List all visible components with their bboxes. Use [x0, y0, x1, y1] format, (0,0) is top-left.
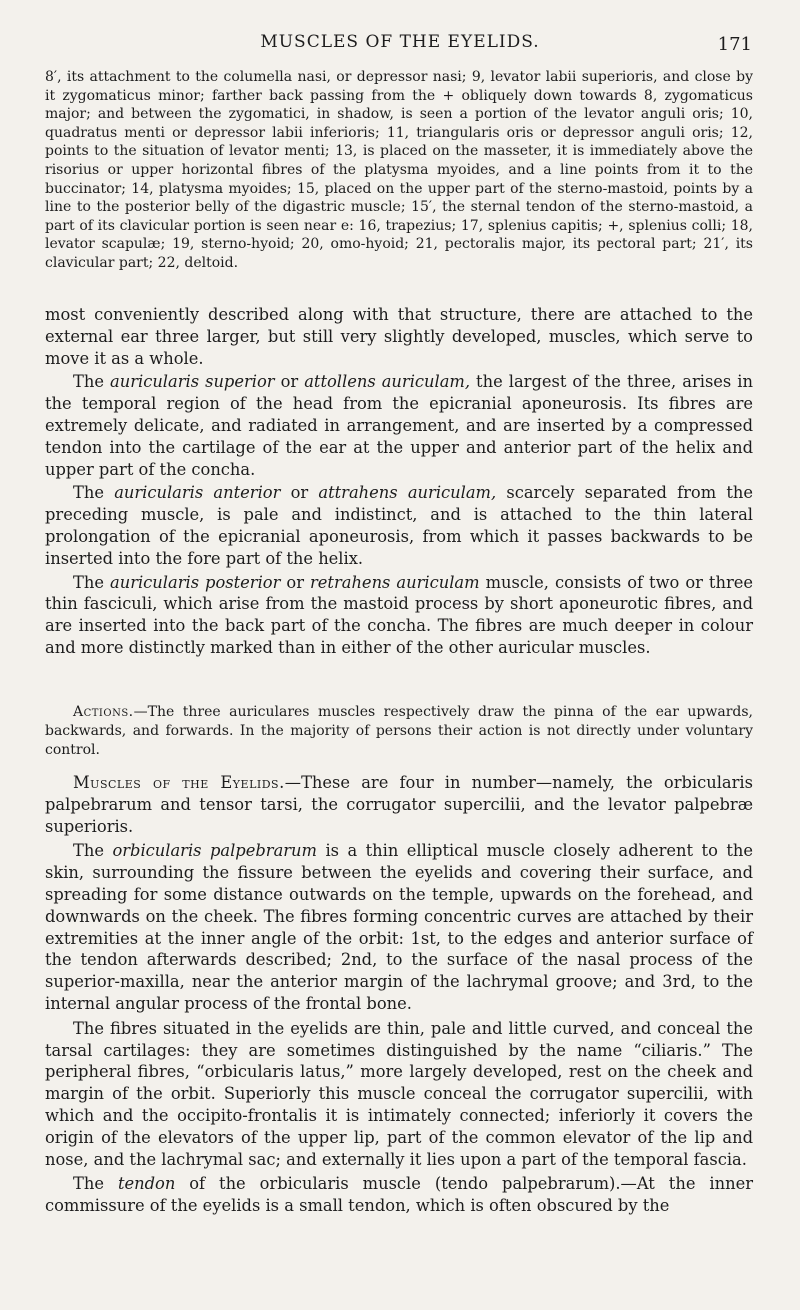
paragraph-auricularis-superior: The auricularis superior or attollens auriculam, the largest of the three, arises in the temporal region of the head from the epicranial aponeurosis. Its fibres are extremely delicate, and radiated in arrangement, and are inserted by a compressed tendon into the cartilage of the ear at the upper and anterior part of the helix and upper part of the concha. [45, 372, 754, 479]
eyelids-heading: Muscles of the Eyelids. [73, 773, 285, 792]
term-attrahens-auriculam: attrahens auriculam, [318, 483, 497, 503]
eyelids-intro-text: —These are four in number—namely, the orbicularis palpebrarum and tensor tarsi, the corrugator supercilii, and the levator palpebræ superioris. [45, 773, 753, 836]
paragraph-orbicularis: The orbicularis palpebrarum is a thin elliptical muscle closely adherent to the skin, surrounding the fissure between the eyelids and covering their surface, and spreading for some distance outwards on the temple, upwards on the forehead, and downwards on the cheek. The fibres forming concentric curves are attached by their extremities at the inner angle of the orbit: 1st, to the edges and anterior surface of the tendon afterwards described; 2nd, to the surface of the nasal process of the superior-maxilla, near the anterior margin of the lachrymal groove; and 3rd, to the internal angular process of the frontal bone. [45, 841, 753, 1013]
running-title: MUSCLES OF THE EYELIDS. [260, 32, 540, 52]
actions-text: —The three auriculares muscles respectively draw the pinna of the ear upwards, backwards, and forwards. In the majority of persons their action is not directly under voluntary control. [45, 704, 753, 758]
eyelids-intro-paragraph [45, 772, 753, 837]
term-attollens-auriculam: attollens auriculam, [304, 372, 471, 392]
paragraph-auricularis-posterior: The auricularis posterior or retrahens auriculam muscle, consists of two or three thin fasciculi, which arise from the mastoid process by short aponeurotic fibres, and are inserted into the back part of the concha. The fibres are much deeper in colour and more distinctly marked than in either of the other auricular muscles. [45, 572, 754, 657]
term-auricularis-anterior: auricularis anterior [114, 483, 281, 503]
paragraph-tendon: The tendon of the orbicularis muscle (tendo palpebrarum).—At the inner commissure of the eyelids is a small tendon, which is often obscured by the [45, 1174, 754, 1216]
paragraph-fibres: The fibres situated in the eyelids are thin, pale and little curved, and conceal the tarsal cartilages: they are sometimes distinguished by the name “ciliaris.” The peripheral fibres, “orbicularis latus,” more largely developed, rest on the cheek and margin of the orbit. Superiorly this muscle conceal the corrugator supercilii, with which and the occipito-frontalis it is intimately connected; inferiorly it covers the origin of the elevators of the upper lip, part of the common elevator of the lip and nose, and the lachrymal sac; and externally it lies upon a part of the temporal fascia. [45, 1018, 753, 1169]
actions-note [45, 703, 753, 760]
term-auricularis-posterior: auricularis posterior [110, 572, 281, 592]
page-number: 171 [717, 34, 752, 55]
caption-text: 8′, its attachment to the columella nasi, or depressor nasi; 9, levator labii superioris, and close by it zygomaticus minor; farther back passing from the + obliquely down towards 8, zygomaticus major; and between the zygomatici, in shadow, is seen a portion of the levator anguli oris; 10, quadratus menti or depressor labii inferioris; 11, triangularis oris or depressor anguli oris; 12, points to the situation of levator menti; 13, is placed on the masseter, it is immediately above the risorius or upper horizontal fibres of the platysma myoides, and a line points from it to the buccinator; 14, platysma myoides; 15, placed on the upper part of the sterno-mastoid, points by a line to the posterior belly of the digastric muscle; 15′, the sternal tendon of the sterno-mastoid, a part of its clavicular portion is seen near e: 16, trapezius; 17, splenius capitis; +, splenius colli; 18, levator scapulæ; 19, sterno-hyoid; 20, omo-hyoid; 21, pectoralis major, its pectoral part; 21′, its clavicular part; 22, deltoid. [45, 69, 753, 271]
paragraph-auricularis-anterior: The auricularis anterior or attrahens auriculam, scarcely separated from the preceding muscle, is pale and indistinct, and is attached to the thin lateral prolongation of the epicranial aponeurosis, from which it passes backwards to be inserted into the fore part of the helix. [45, 483, 754, 568]
paragraph-continuation: most conveniently described along with that structure, there are attached to the external ear three larger, but still very slightly developed, muscles, which serve to move it as a whole. [45, 305, 753, 368]
term-auricularis-superior: auricularis superior [110, 372, 275, 392]
page-header [0, 30, 800, 60]
term-orbicularis-palpebrarum: orbicularis palpebrarum [112, 841, 317, 861]
actions-paragraph [45, 703, 753, 760]
term-tendon: tendon [117, 1174, 176, 1194]
term-retrahens-auriculam: retrahens auriculam [310, 572, 480, 592]
auricular-section [45, 304, 753, 659]
actions-heading: Actions. [73, 704, 134, 720]
eyelids-section [45, 772, 753, 1217]
figure-caption [45, 68, 753, 273]
